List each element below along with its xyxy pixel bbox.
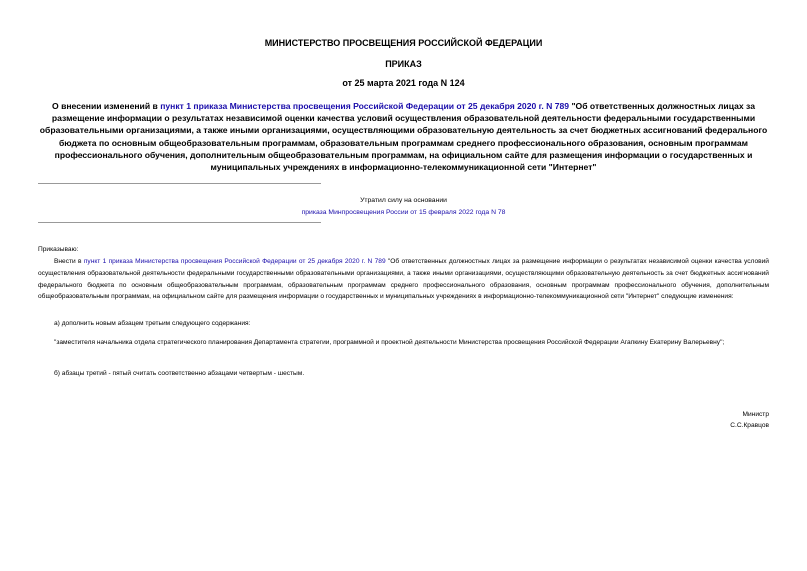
- main-paragraph: [38, 256, 769, 303]
- order-word: Приказываю:: [38, 246, 79, 253]
- document-title: [32, 100, 775, 173]
- para-prefix: Внести в: [54, 258, 84, 265]
- lost-force-line: [260, 206, 547, 219]
- quote-paragraph: "заместителя начальника отдела стратегического планирования Департамента стратегии, программной и проектной деятельности Министерства просвещения Российской Федерации Агапкину Екатерину Валерьевну";: [54, 339, 725, 346]
- para-suffix: "Об ответственных должностных лицах за размещение информации о результатах независимой оценки качества условий осуществления образовательной деятельности федеральными государственными образовательными организациями, а также иными организациями, осуществляющими образовательную деятельность за счет бюджетных ассигнований федерального бюджета по основным общеобразовательным программам, образовательным программам среднего профессионального образования, основным программам профессионального обучения, дополнительным общеобразовательным программам, на официальном сайте для размещения информации о государственных и муниципальных учреждениях в информационно-телекоммуникационной сети "Интернет" следующие изменения:: [38, 258, 769, 301]
- signature-position: Министр: [742, 411, 769, 418]
- para-link[interactable]: пункт 1 приказа Министерства просвещения Российской Федерации от 25 декабря 2020 г. N 789: [83, 258, 386, 265]
- title-suffix: "Об ответственных должностных лицах за размещение информации о результатах независимой оценки качества условий осуществления образовательной деятельности федеральными государственными образовательными организациями, а также иными организациями, осуществляющими образовательную деятельность за счет бюджетных ассигнований федерального бюджета по основным общеобразовательным программам, образовательным программам среднего профессионального образования, основным программам профессионального обучения, дополнительным общеобразовательным программам, на официальном сайте для размещения информации о государственных и муниципальных учреждениях в информационно-телекоммуникационной сети "Интернет": [39, 101, 768, 173]
- date-number: от 25 марта 2021 года N 124: [342, 78, 465, 88]
- title-prefix: О внесении изменений в: [52, 101, 161, 111]
- lost-force-text: Утратил силу на основании: [360, 197, 447, 204]
- ministry-heading: МИНИСТЕРСТВО ПРОСВЕЩЕНИЯ РОССИЙСКОЙ ФЕДЕРАЦИИ: [264, 38, 543, 48]
- item-a: а) дополнить новым абзацем третьим следующего содержания:: [54, 320, 251, 327]
- lost-force-link[interactable]: приказа Минпросвещения России от 15 февраля 2022 года N 78: [301, 209, 506, 216]
- title-link[interactable]: пункт 1 приказа Министерства просвещения Российской Федерации от 25 декабря 2020 г. N 789: [160, 101, 570, 111]
- doc-type-heading: ПРИКАЗ: [385, 59, 422, 69]
- item-b: б) абзацы третий - пятый считать соответственно абзацами четвертым - шестым.: [54, 370, 305, 377]
- divider-top: [38, 183, 321, 184]
- divider-bottom: [38, 222, 321, 223]
- signature-name: С.С.Кравцов: [730, 422, 769, 429]
